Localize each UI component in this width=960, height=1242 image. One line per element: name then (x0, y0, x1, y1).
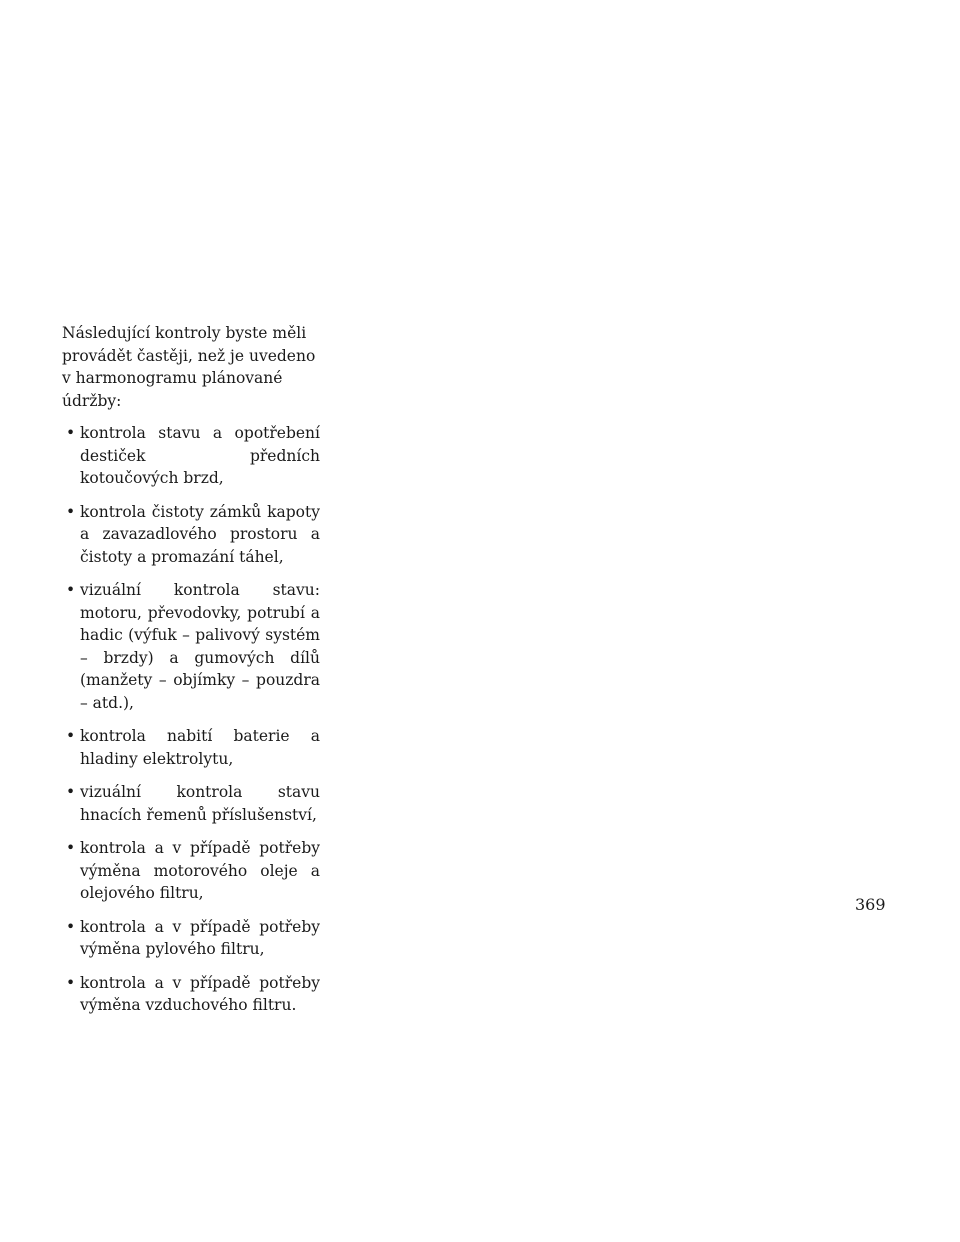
list-item (62, 916, 320, 961)
bullet-icon: • (66, 783, 76, 801)
bullet-icon: • (66, 502, 76, 521)
bullet-icon: • (66, 727, 76, 745)
list-item-text: kontrola stavu a opotřebení destiček předních kotoučových brzd, (80, 424, 320, 487)
list-item-text: kontrola nabití baterie a hladiny elektrolytu, (80, 727, 320, 768)
bullet-icon: • (66, 424, 76, 442)
list-item (62, 837, 320, 905)
bullet-icon: • (66, 917, 76, 936)
bullet-icon: • (66, 973, 76, 992)
intro-paragraph: Následující kontroly byste měli provádět častěji, než je uvedeno v harmonogramu plánované údržby: (62, 324, 316, 410)
bullet-icon: • (66, 839, 76, 857)
list-item (62, 781, 320, 826)
list-item (62, 501, 320, 569)
list-item (62, 579, 320, 714)
list-item-text: vizuální kontrola stavu hnacích řemenů příslušenství, (80, 783, 320, 824)
list-item-text: kontrola a v případě potřeby výměna pylového filtru, (80, 917, 320, 958)
list-item (62, 422, 320, 490)
maintenance-checks-section (62, 322, 320, 1028)
page-number: 369 (855, 895, 886, 914)
bullet-icon: • (66, 581, 76, 599)
checks-list (62, 422, 320, 1017)
list-item-text: vizuální kontrola stavu: motoru, převodovky, potrubí a hadic (výfuk – palivový systém – brzdy) a gumových dílů (manžety – objímky – pouzdra – atd.), (80, 581, 320, 712)
list-item (62, 972, 320, 1017)
list-item-text: kontrola a v případě potřeby výměna vzduchového filtru. (80, 973, 320, 1014)
list-item (62, 725, 320, 770)
list-item-text: kontrola čistoty zámků kapoty a zavazadlového prostoru a čistoty a promazání táhel, (80, 502, 320, 566)
list-item-text: kontrola a v případě potřeby výměna motorového oleje a olejového filtru, (80, 839, 320, 902)
